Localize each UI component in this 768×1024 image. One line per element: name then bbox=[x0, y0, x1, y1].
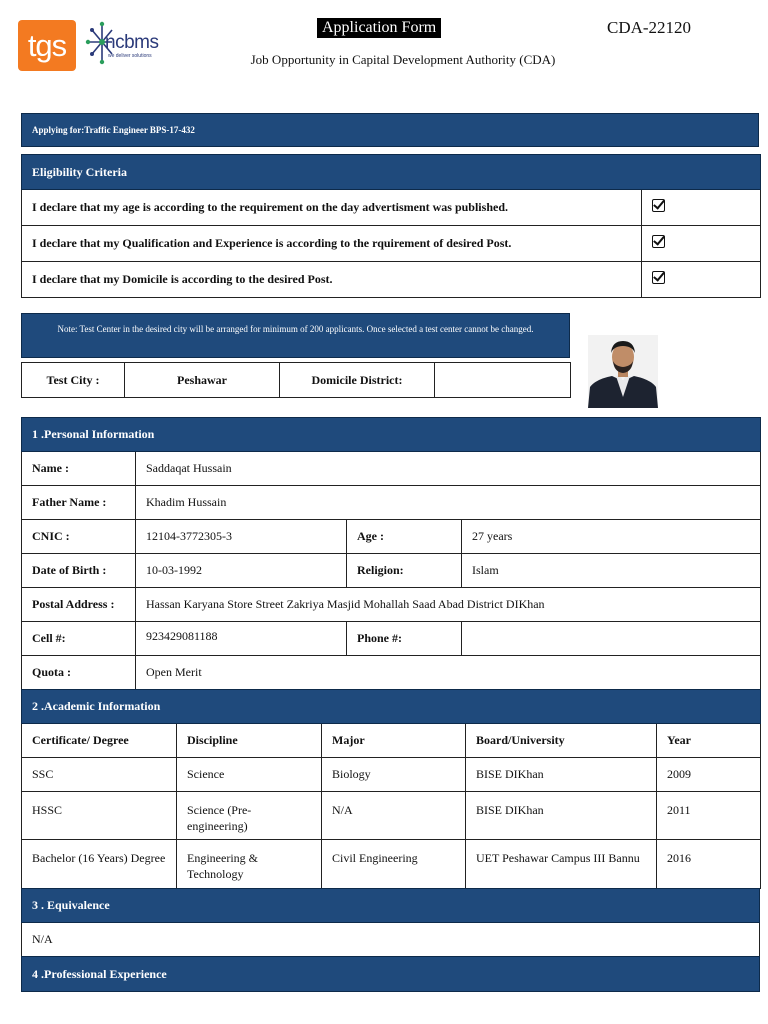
age-label: Age : bbox=[347, 520, 462, 554]
test-city-label: Test City : bbox=[22, 363, 125, 398]
test-city-table bbox=[21, 362, 571, 398]
form-code: CDA-22120 bbox=[607, 18, 692, 37]
table-row bbox=[22, 758, 761, 792]
applicant-photo bbox=[588, 335, 658, 408]
cell-value: 923429081188 bbox=[136, 622, 347, 656]
table-cell: 2016 bbox=[657, 840, 761, 889]
equivalence-heading: 3 . Equivalence bbox=[22, 889, 760, 923]
table-row bbox=[22, 840, 761, 889]
column-header: Board/University bbox=[466, 724, 657, 758]
academic-info-heading: 2 .Academic Information bbox=[22, 690, 761, 724]
postal-address-label: Postal Address : bbox=[22, 588, 136, 622]
table-cell: UET Peshawar Campus III Bannu bbox=[466, 840, 657, 889]
phone-value bbox=[462, 622, 761, 656]
checkbox-checked-icon[interactable] bbox=[652, 235, 665, 248]
applying-for-text: Applying for:Traffic Engineer BPS-17-432 bbox=[32, 125, 195, 135]
eligibility-check-cell bbox=[642, 262, 761, 298]
eligibility-item-domicile: I declare that my Domicile is according to the desired Post. bbox=[22, 262, 642, 298]
quota-value: Open Merit bbox=[136, 656, 761, 690]
table-cell: N/A bbox=[322, 792, 466, 840]
quota-label: Quota : bbox=[22, 656, 136, 690]
table-cell: HSSC bbox=[22, 792, 177, 840]
dob-label: Date of Birth : bbox=[22, 554, 136, 588]
column-header: Certificate/ Degree bbox=[22, 724, 177, 758]
postal-address-value: Hassan Karyana Store Street Zakriya Masjid Mohallah Saad Abad District DIKhan bbox=[136, 588, 761, 622]
cnic-label: CNIC : bbox=[22, 520, 136, 554]
equivalence-value: N/A bbox=[22, 923, 760, 957]
column-header: Discipline bbox=[177, 724, 322, 758]
age-value: 27 years bbox=[462, 520, 761, 554]
ncbms-wordmark: ncbms bbox=[105, 32, 159, 53]
eligibility-item-age: I declare that my age is according to the requirement on the day advertisment was published. bbox=[22, 190, 642, 226]
table-row bbox=[22, 792, 761, 840]
religion-value: Islam bbox=[462, 554, 761, 588]
personal-info-heading: 1 .Personal Information bbox=[22, 418, 761, 452]
table-cell: 2009 bbox=[657, 758, 761, 792]
domicile-district-label: Domicile District: bbox=[280, 363, 435, 398]
cnic-value: 12104-3772305-3 bbox=[136, 520, 347, 554]
name-value: Saddaqat Hussain bbox=[136, 452, 761, 486]
personal-info-table bbox=[21, 417, 761, 690]
table-cell: SSC bbox=[22, 758, 177, 792]
tgs-logo: tgs bbox=[18, 20, 76, 71]
table-cell: BISE DIKhan bbox=[466, 792, 657, 840]
form-subtitle: Job Opportunity in Capital Development Authority (CDA) bbox=[250, 52, 556, 67]
table-cell: Civil Engineering bbox=[322, 840, 466, 889]
name-label: Name : bbox=[22, 452, 136, 486]
cell-label: Cell #: bbox=[22, 622, 136, 656]
table-cell: 2011 bbox=[657, 792, 761, 840]
eligibility-check-cell bbox=[642, 226, 761, 262]
table-cell: Science bbox=[177, 758, 322, 792]
academic-info-table bbox=[21, 689, 761, 889]
father-name-value: Khadim Hussain bbox=[136, 486, 761, 520]
ncbms-tagline: we deliver solutions bbox=[108, 53, 152, 59]
eligibility-check-cell bbox=[642, 190, 761, 226]
professional-experience-table bbox=[21, 956, 760, 992]
test-center-note: Note: Test Center in the desired city will be arranged for minimum of 200 applicants. Once selected a test center cannot be changed. bbox=[21, 313, 570, 358]
religion-label: Religion: bbox=[347, 554, 462, 588]
eligibility-item-qualification: I declare that my Qualification and Experience is according to the rquirement of desired Post. bbox=[22, 226, 642, 262]
checkbox-checked-icon[interactable] bbox=[652, 199, 665, 212]
dob-value: 10-03-1992 bbox=[136, 554, 347, 588]
test-city-value: Peshawar bbox=[125, 363, 280, 398]
person-photo-icon bbox=[588, 335, 658, 408]
table-cell: Bachelor (16 Years) Degree bbox=[22, 840, 177, 889]
eligibility-table bbox=[21, 154, 761, 298]
table-cell: Biology bbox=[322, 758, 466, 792]
domicile-district-value bbox=[435, 363, 571, 398]
father-name-label: Father Name : bbox=[22, 486, 136, 520]
table-cell: Science (Pre-engineering) bbox=[177, 792, 322, 840]
form-title: Application Form bbox=[317, 18, 441, 38]
table-cell: BISE DIKhan bbox=[466, 758, 657, 792]
professional-experience-heading: 4 .Professional Experience bbox=[22, 957, 760, 992]
column-header: Year bbox=[657, 724, 761, 758]
table-cell: Engineering & Technology bbox=[177, 840, 322, 889]
equivalence-table bbox=[21, 888, 760, 957]
eligibility-heading: Eligibility Criteria bbox=[22, 155, 761, 190]
phone-label: Phone #: bbox=[347, 622, 462, 656]
applying-for-bar bbox=[21, 113, 759, 147]
column-header: Major bbox=[322, 724, 466, 758]
checkbox-checked-icon[interactable] bbox=[652, 271, 665, 284]
